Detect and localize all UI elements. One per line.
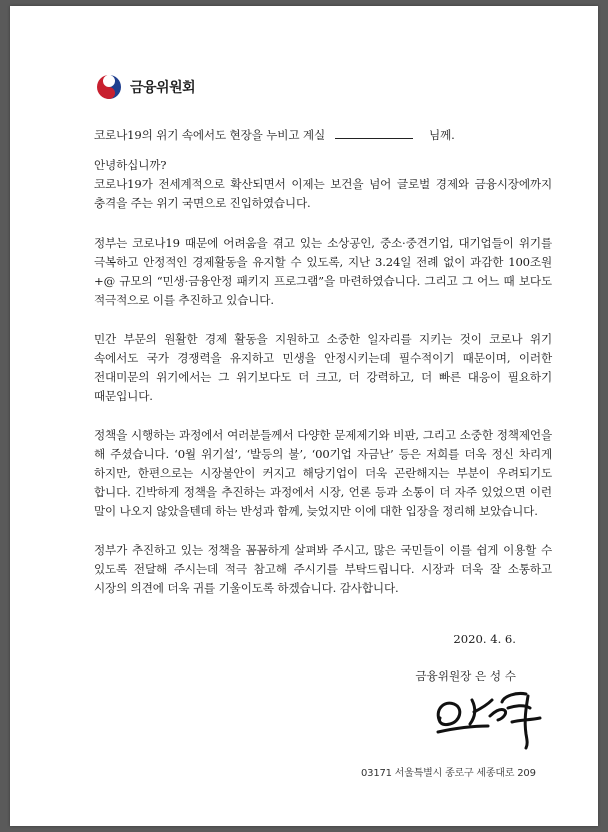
paragraph: 정부가 추진하고 있는 정책을 꼼꼼하게 살펴봐 주시고, 많은 국민들이 이를 쉽게 이용할 수 있도록 전달해 주시는데 적극 참고해 주시기를 부탁드립니다. 시장과 더욱 잘 소통하고 시장의 의견에 더욱 귀를 기울이도록 하겠습니다. 감사합니다. [94, 543, 552, 595]
taegeuk-emblem-icon [94, 72, 124, 102]
salutation-suffix: 님께. [429, 128, 455, 142]
letterhead [94, 72, 195, 102]
signer-title: 금융위원장 은 성 수 [415, 669, 516, 683]
salutation-prefix: 코로나19의 위기 속에서도 현장을 누비고 계실 [94, 128, 326, 142]
office-address: 03171 서울특별시 종로구 세종대로 209 [361, 768, 536, 779]
recipient-blank [335, 127, 413, 139]
paragraph: 코로나19가 전세계적으로 확산되면서 이제는 보건을 넘어 글로벌 경제와 금융시장에까지 충격을 주는 위기 국면으로 진입하였습니다. [94, 177, 552, 210]
paragraph: 정책을 시행하는 과정에서 여러분들께서 다양한 문제제기와 비판, 그리고 소중한 정책제언을 해 주셨습니다. ‘0월 위기설’, ‘발등의 불’, ‘00기업 자금난’ 등은 저희를 더욱 정신 차리게 하지만, 한편으로는 시장불안이 커지고 해당기업이 더욱 곤란해지는 부분이 우려되기도 합니다. 긴박하게 정책을 추진하는 과정에서 시장, 언론 등과 소통이 더 자주 있었으면 이런 말이 나오지 않았을텐데 하는 반성과 함께, 늦었지만 이에 대한 입장을 정리해 보았습니다. [94, 428, 552, 518]
letter-body [94, 156, 552, 618]
letter-page [10, 6, 598, 826]
paragraph: 정부는 코로나19 때문에 어려움을 겪고 있는 소상공인, 중소·중견기업, 대기업들이 위기를 극복하고 안정적인 경제활동을 유지할 수 있도록, 지난 3.24일 전례 없이 과감한 100조원+@ 규모의 “민생·금융안정 패키지 프로그램”을 마련하였습니다. 그리고 그 어느 때 보다도 적극적으로 이를 추진하고 있습니다. [94, 236, 552, 307]
org-name: 금융위원회 [130, 80, 196, 96]
greeting: 안녕하십니까? [94, 158, 167, 172]
salutation-line [94, 126, 552, 145]
letter-date: 2020. 4. 6. [453, 632, 516, 646]
handwritten-signature [430, 682, 550, 752]
paragraph: 민간 부문의 원활한 경제 활동을 지원하고 소중한 일자리를 지키는 것이 코로나 위기 속에서도 국가 경쟁력을 유지하고 민생을 안정시키는데 필수적이기 때문이며, 이러한 전대미문의 위기에서는 그 위기보다도 더 크고, 더 강력하고, 더 빠른 대응이 필요하기 때문입니다. [94, 332, 552, 403]
